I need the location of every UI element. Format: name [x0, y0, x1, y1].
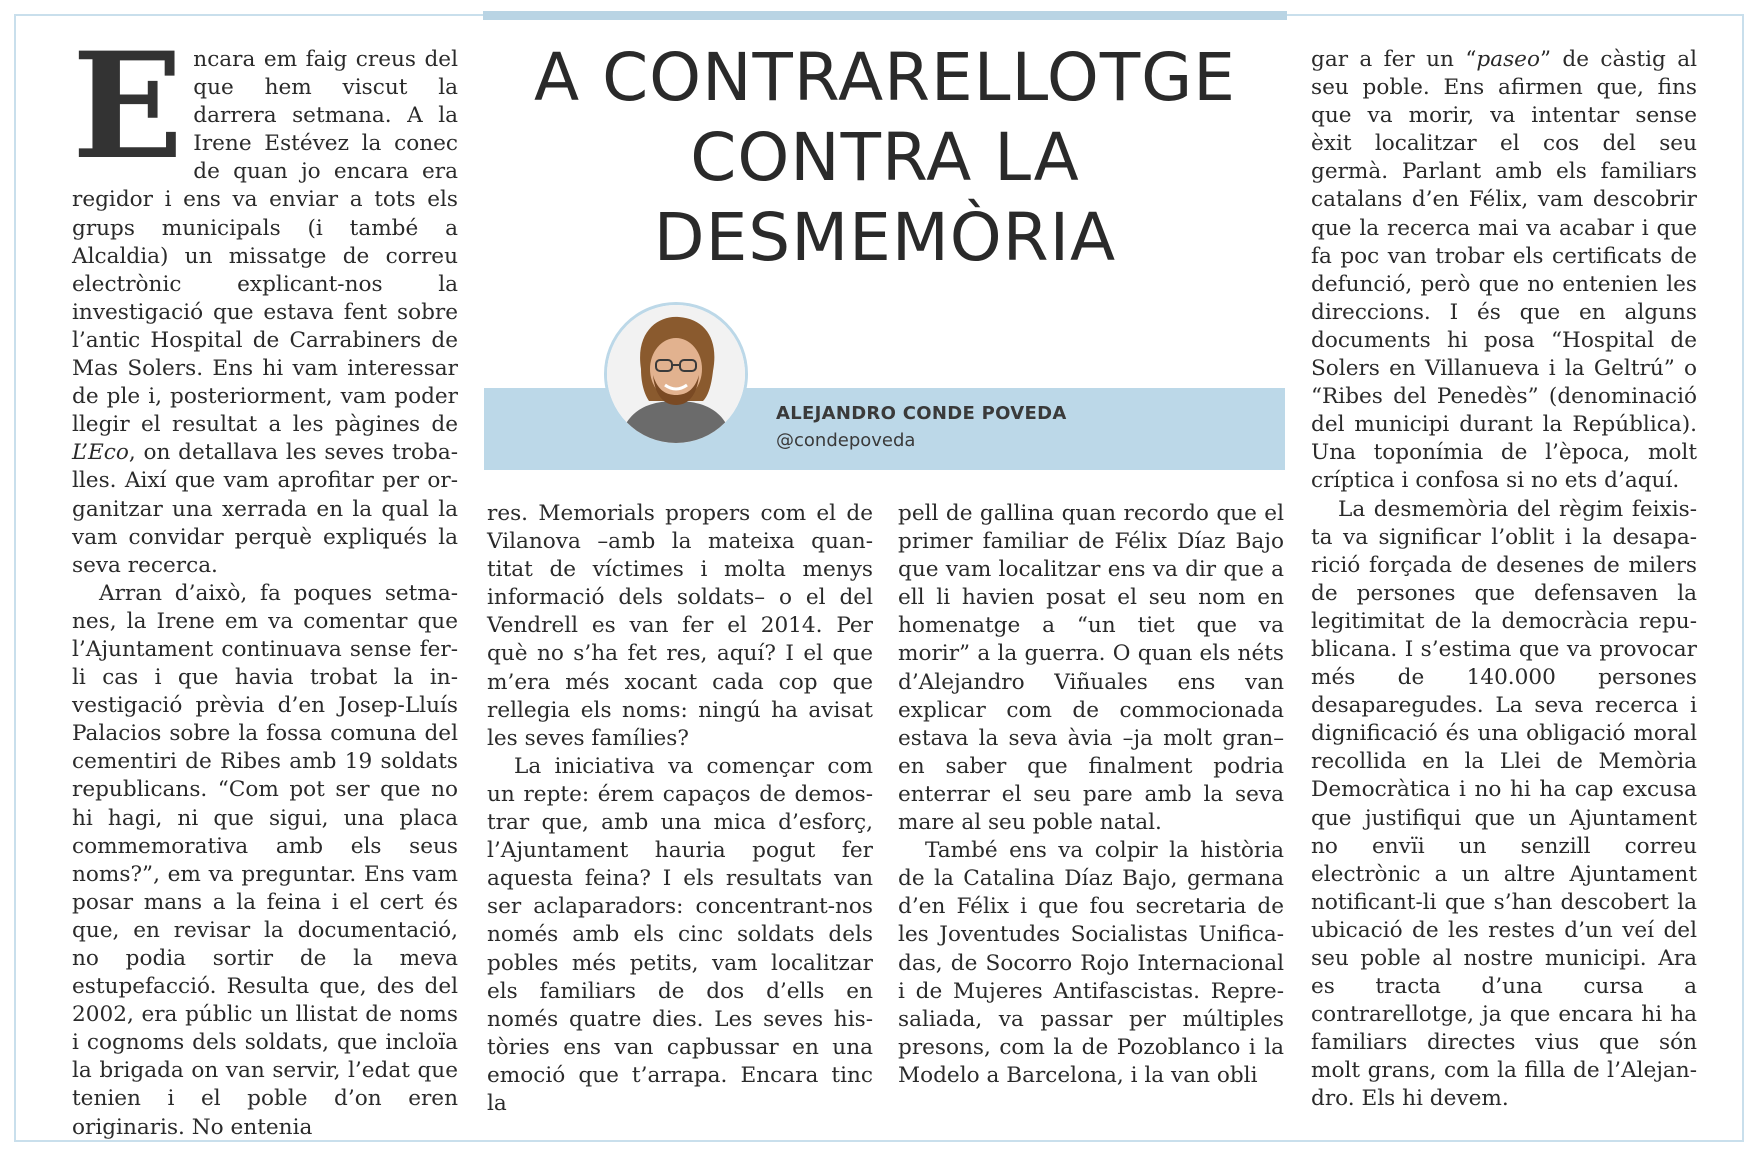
headline-line-3: DESMEMÒRIA — [653, 199, 1117, 276]
article-headline — [483, 38, 1287, 278]
drop-cap: E — [72, 21, 184, 192]
col4-p1-text-b: ” de càstig al seu poble. Ens afirmen que, fins que va morir, va intentar sense èxit localitzar el cos del seu germà. Parlant amb els familiars catalans d’en Félix, vam descobrir que la recerca mai va acabar i que fa poc van trobar els certificats de defunció, però que no entenien les direccions. I és que en alguns documents hi posa “Hospital de Solers en Villanueva i la Geltrú” o “Ribes del Penedès” (denominació del municipi durant la República). Una toponímia de l’època, molt críptica i confosa si no ets d’aquí. — [1311, 47, 1697, 494]
column-4 — [1311, 46, 1697, 1114]
column-2 — [487, 500, 873, 1118]
byline-bar — [484, 388, 1285, 470]
author-portrait-icon — [607, 305, 745, 443]
column-1 — [72, 21, 458, 1142]
headline-line-1: A CONTRARELLOTGE — [533, 39, 1237, 116]
header-accent-bar — [483, 11, 1287, 20]
col3-paragraph-2: També ens va colpir la història de la Catalina Díaz Bajo, germana d’en Félix i que fou secretaria de les Joventudes Socialistas Unificadas, de Socorro Rojo Internacional i de Mujeres Antifascistas. Represaliada, va passar per múltiples presons, com la de Pozoblanco i la Modelo a Barcelona, i la van obli — [898, 838, 1284, 1088]
author-name: ALEJANDRO CONDE POVEDA — [776, 403, 1067, 424]
col3-paragraph-1: pell de gallina quan recordo que el primer familiar de Félix Díaz Bajo que vam localitzar ens va dir que a ell li havien posat el seu nom en homenatge a “un tiet que va morir” a la guerra. O quan els néts d’Alejandro Viñuales ens van explicar com de commocionada estava la seva àvia –ja molt gran– en saber que finalment podria enterrar el seu pare amb la seva mare al seu poble natal. — [898, 501, 1284, 836]
publication-name: L’Eco — [72, 440, 129, 466]
col1-p1-text-a: ncara em faig creus del que hem viscut la darrera setmana. A la Irene Estévez la conec de quan jo encara era regidor i ens va enviar a tots els grups municipals (i també a Alcaldia) un missatge de correu electrònic explicant-nos la investigació que estava fent sobre l’antic Hospital de Carrabiners de Mas Solers. Ens hi vam interessar de ple i, posteriorment, vam poder llegir el resultat a les pàgines de — [72, 47, 458, 438]
col1-p1-text-b: , on detallava les seves troballes. Així que vam aprofitar per organitzar una xerrada en la qual la vam convidar perquè expliqués la seva recerca. — [72, 440, 458, 578]
author-avatar — [604, 302, 748, 446]
col1-paragraph-2: Arran d’això, fa poques setmanes, la Irene em va comentar que l’Ajuntament continuava sense fer-li cas i que havia trobat la investigació prèvia d’en Josep-Lluís Palacios sobre la fossa comuna del cementiri de Ribes amb 19 soldats republicans. “Com pot ser que no hi hagi, ni que sigui, una placa commemorativa amb els seus noms?”, em va preguntar. Ens vam posar mans a la feina i el cert és que, en revisar la documentació, no podia sortir de la meva estupefacció. Resulta que, des del 2002, era públic un llistat de noms i cognoms dels soldats, que incloïa la brigada on van servir, l’edat que tenien i el poble d’on eren originaris. No entenia — [72, 580, 458, 1140]
col2-paragraph-2: La iniciativa va començar com un repte: érem capaços de demostrar que, amb una mica d’esforç, l’Ajuntament hauria pogut fer aquesta feina? I els resultats van ser aclaparadors: concentrant-nos només amb els cinc soldats dels pobles més petits, vam localitzar els familiars de dos d’ells en només quatre dies. Les seves històries ens van capbussar en una emoció que t’arrapa. Encara tinc la — [487, 753, 873, 1116]
col4-p1-text-a: gar a fer un “ — [1311, 47, 1477, 72]
italic-term: paseo — [1476, 47, 1540, 72]
author-handle: @condepoveda — [776, 430, 916, 451]
headline-line-2: CONTRA LA — [690, 119, 1080, 196]
col4-paragraph-1 — [1311, 46, 1697, 496]
col4-paragraph-2: La desmemòria del règim feixista va significar l’oblit i la desaparició forçada de desenes de milers de persones que defensaven la legitimitat de la democràcia republicana. I s’estima que va provocar més de 140.000 persones desaparegudes. La seva recerca i dignificació és una obligació moral recollida en la Llei de Memòria Democràtica i no hi ha cap excusa que justifiqui que un Ajuntament no envïi un senzill correu electrònic a un altre Ajuntament notificant-li que s’han descobert la ubicació de les restes d’un veí del seu poble al nostre municipi. Ara es tracta d’una cursa a contrarellotge, ja que encara hi ha familiars directes vius que són molt grans, com la filla de l’Alejandro. Els hi devem. — [1311, 496, 1697, 1112]
col2-paragraph-1: res. Memorials propers com el de Vilanova –amb la mateixa quantitat de víctimes i molta menys informació dels soldats– o el del Vendrell es van fer el 2014. Per què no s’ha fet res, aquí? I el que m’era més xocant cada cop que rellegia els noms: ningú ha avisat les seves famílies? — [487, 501, 873, 751]
column-3 — [898, 500, 1284, 1090]
